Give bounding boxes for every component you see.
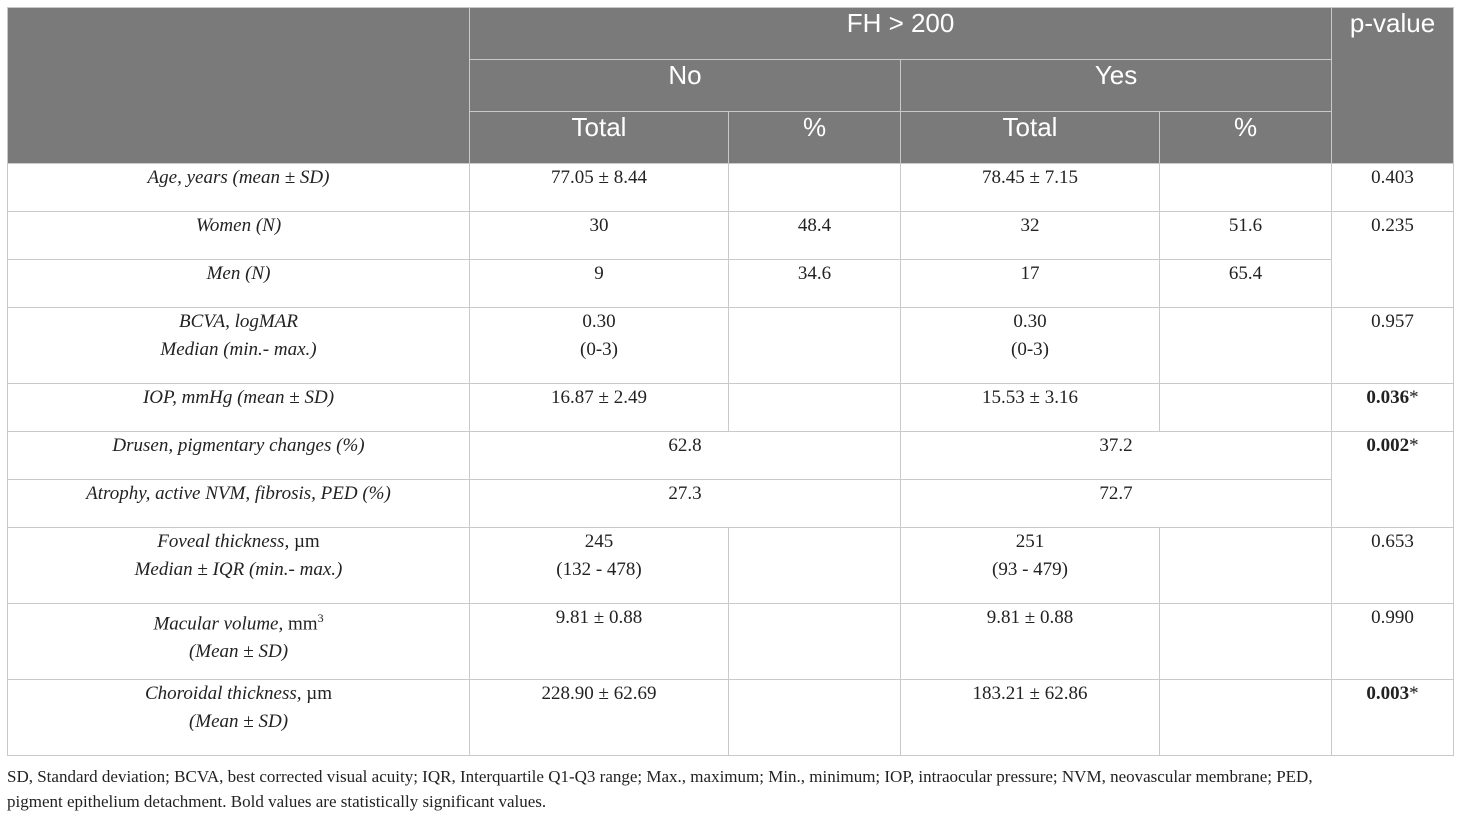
cell-foveal-no-pct: [729, 528, 901, 604]
cell-foveal-no-total: [470, 528, 729, 604]
foveal-label-line2: Median ± IQR (min.- max.): [134, 559, 343, 580]
results-table: [7, 7, 1454, 756]
cell-age-p: 0.403: [1332, 164, 1454, 212]
bcva-yes-median: 0.30: [1013, 311, 1047, 332]
cell-men-no-pct: 34.6: [729, 260, 901, 308]
cell-atrophy-no: 27.3: [470, 480, 901, 528]
choroidal-label-line1: Choroidal thickness, µm: [144, 683, 333, 704]
header-no: No: [470, 60, 901, 112]
foveal-label-line1: Foveal thickness, µm: [157, 531, 320, 552]
cell-women-yes-pct: 51.6: [1160, 212, 1332, 260]
row-label-drusen: Drusen, pigmentary changes (%): [8, 432, 470, 480]
cell-macular-p: 0.990: [1332, 604, 1454, 680]
cell-age-yes-pct: [1160, 164, 1332, 212]
drusen-p-value: 0.002: [1366, 435, 1410, 456]
row-label-women: Women (N): [8, 212, 470, 260]
cell-choroidal-no-pct: [729, 680, 901, 756]
table-row: [8, 384, 1454, 432]
cell-choroidal-p: [1332, 680, 1454, 756]
header-no-total: Total: [470, 112, 729, 164]
cell-iop-no-pct: [729, 384, 901, 432]
cell-men-yes-pct: 65.4: [1160, 260, 1332, 308]
cell-bcva-p: 0.957: [1332, 308, 1454, 384]
cell-atrophy-yes: 72.7: [901, 480, 1332, 528]
cell-age-yes-total: 78.45 ± 7.15: [901, 164, 1160, 212]
bcva-no-range: (0-3): [580, 339, 618, 360]
cell-foveal-yes-total: [901, 528, 1160, 604]
cell-women-no-total: 30: [470, 212, 729, 260]
cell-macular-yes-pct: [1160, 604, 1332, 680]
row-label-age: Age, years (mean ± SD): [8, 164, 470, 212]
table-row: [8, 308, 1454, 384]
choroidal-label-line2: (Mean ± SD): [188, 711, 289, 732]
iop-p-value: 0.036: [1366, 387, 1410, 408]
cell-bcva-no-total: [470, 308, 729, 384]
cell-foveal-p: 0.653: [1332, 528, 1454, 604]
table-row: [8, 212, 1454, 260]
cell-iop-no-total: 16.87 ± 2.49: [470, 384, 729, 432]
table-row: [8, 680, 1454, 756]
cell-choroidal-yes-total: 183.21 ± 62.86: [901, 680, 1160, 756]
table-row: [8, 528, 1454, 604]
cell-sex-p: 0.235: [1332, 212, 1454, 308]
foveal-no-range: (132 - 478): [556, 559, 642, 580]
table-row: [8, 260, 1454, 308]
table-row: [8, 480, 1454, 528]
cell-foveal-yes-pct: [1160, 528, 1332, 604]
cell-men-no-total: 9: [470, 260, 729, 308]
table-row: [8, 432, 1454, 480]
cell-men-yes-total: 17: [901, 260, 1160, 308]
bcva-no-median: 0.30: [582, 311, 616, 332]
header-no-pct: %: [729, 112, 901, 164]
cell-iop-p: [1332, 384, 1454, 432]
cell-macular-no-pct: [729, 604, 901, 680]
foveal-yes-range: (93 - 479): [992, 559, 1068, 580]
macular-label-line2: (Mean ± SD): [188, 641, 289, 663]
bcva-label-line1: BCVA, logMAR: [179, 311, 298, 332]
row-label-men: Men (N): [8, 260, 470, 308]
footnote-line2: pigment epithelium detachment. Bold values are statistically significant values.: [7, 792, 547, 811]
row-label-atrophy: Atrophy, active NVM, fibrosis, PED (%): [8, 480, 470, 528]
cell-oct-p: [1332, 432, 1454, 528]
choroidal-p-mark: *: [1409, 683, 1419, 704]
choroidal-p-value: 0.003: [1366, 683, 1410, 704]
header-yes: Yes: [901, 60, 1332, 112]
row-label-foveal: [8, 528, 470, 604]
cell-drusen-no: 62.8: [470, 432, 901, 480]
drusen-p-mark: *: [1409, 435, 1419, 456]
row-label-bcva: [8, 308, 470, 384]
cell-macular-yes-total: 9.81 ± 0.88: [901, 604, 1160, 680]
header-pvalue: p-value: [1332, 8, 1454, 164]
cell-bcva-no-pct: [729, 308, 901, 384]
cell-iop-yes-pct: [1160, 384, 1332, 432]
table-footnote: [7, 764, 1453, 814]
cell-macular-no-total: 9.81 ± 0.88: [470, 604, 729, 680]
cell-bcva-yes-total: [901, 308, 1160, 384]
macular-label-line1: Macular volume, $mm^3$: [153, 611, 324, 635]
header-yes-total: Total: [901, 112, 1160, 164]
cell-choroidal-yes-pct: [1160, 680, 1332, 756]
cell-women-no-pct: 48.4: [729, 212, 901, 260]
bcva-yes-range: (0-3): [1011, 339, 1049, 360]
iop-p-mark: *: [1409, 387, 1419, 408]
row-label-choroidal: [8, 680, 470, 756]
header-yes-pct: %: [1160, 112, 1332, 164]
table-row: [8, 604, 1454, 680]
table-row: [8, 164, 1454, 212]
bcva-label-line2: Median (min.- max.): [160, 339, 317, 360]
cell-age-no-total: 77.05 ± 8.44: [470, 164, 729, 212]
cell-drusen-yes: 37.2: [901, 432, 1332, 480]
cell-iop-yes-total: 15.53 ± 3.16: [901, 384, 1160, 432]
footnote-line1: SD, Standard deviation; BCVA, best corrected visual acuity; IQR, Interquartile Q1-Q3 range; Max., maximum; Min., minimum; IOP, intraocular pressure; NVM, neovascular membrane; PED,: [7, 767, 1313, 786]
header-blank: [8, 8, 470, 164]
cell-age-no-pct: [729, 164, 901, 212]
cell-choroidal-no-total: 228.90 ± 62.69: [470, 680, 729, 756]
cell-bcva-yes-pct: [1160, 308, 1332, 384]
foveal-yes-median: 251: [1015, 531, 1045, 552]
header-group-title: FH > 200: [470, 8, 1332, 60]
row-label-macular: [8, 604, 470, 680]
row-label-iop: IOP, mmHg (mean ± SD): [8, 384, 470, 432]
cell-women-yes-total: 32: [901, 212, 1160, 260]
foveal-no-median: 245: [584, 531, 614, 552]
